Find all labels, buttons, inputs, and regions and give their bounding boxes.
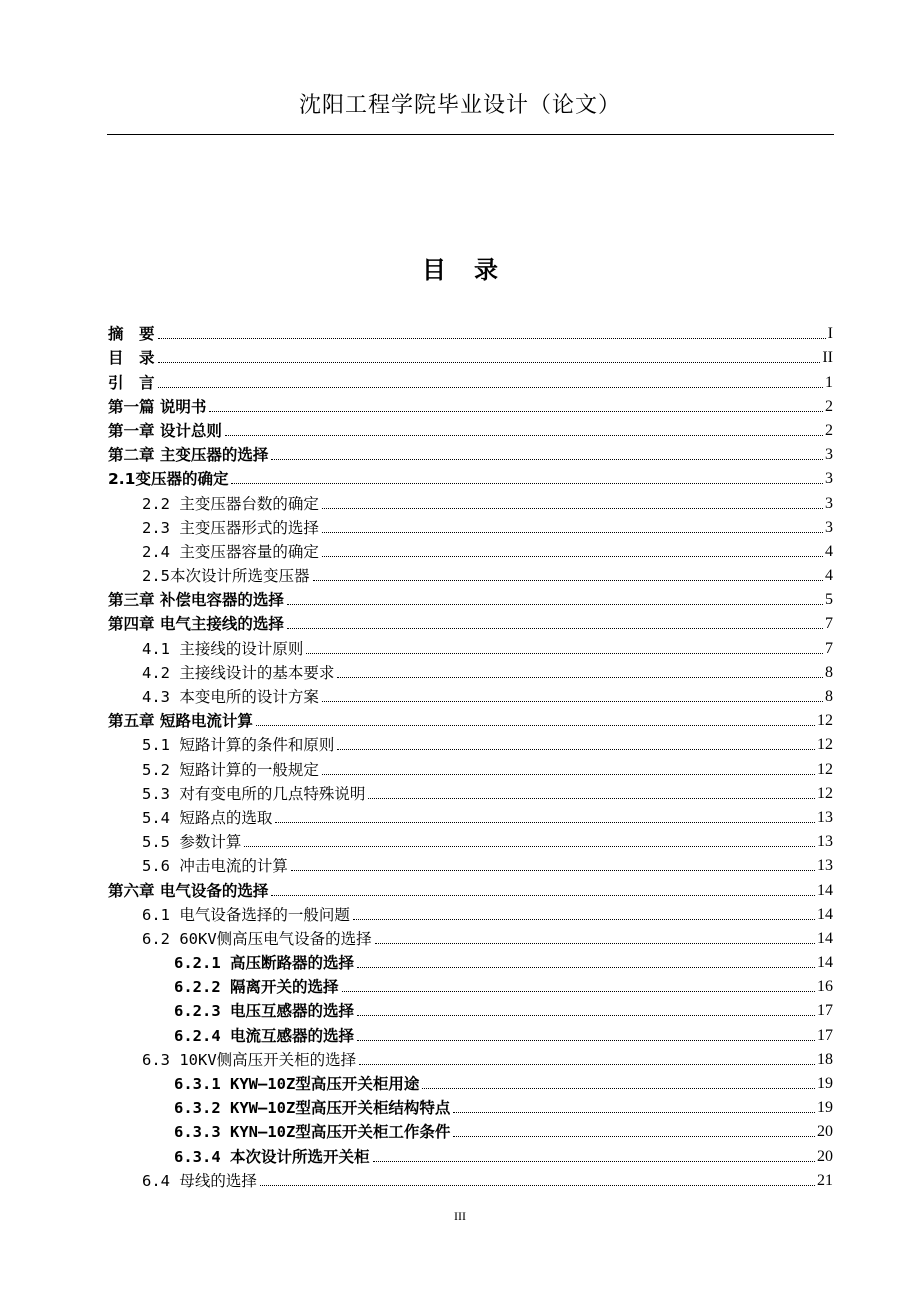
toc-entry[interactable] <box>108 804 833 828</box>
table-of-contents <box>108 320 833 1191</box>
toc-entry-page: 12 <box>817 736 833 754</box>
toc-entry[interactable] <box>108 731 833 755</box>
toc-entry-page: 7 <box>825 639 833 657</box>
toc-entry[interactable] <box>108 586 833 610</box>
toc-leader-dots <box>260 1185 815 1186</box>
toc-entry[interactable] <box>108 634 833 658</box>
toc-entry-label: 2.1变压器的确定 <box>108 470 229 489</box>
toc-entry-label: 引 言 <box>108 373 155 392</box>
toc-leader-dots <box>342 991 816 992</box>
toc-entry-page: 13 <box>817 857 833 875</box>
toc-entry-page: 8 <box>825 663 833 681</box>
toc-entry-page: 7 <box>825 615 833 633</box>
toc-leader-dots <box>337 749 815 750</box>
toc-entry-label: 6.3.4 本次设计所选开关柜 <box>174 1147 370 1166</box>
toc-entry[interactable] <box>108 489 833 513</box>
toc-entry-page: 2 <box>825 397 833 415</box>
toc-entry[interactable] <box>108 683 833 707</box>
toc-entry-label: 5.4 短路点的选取 <box>142 808 273 827</box>
toc-entry[interactable] <box>108 901 833 925</box>
toc-leader-dots <box>357 1040 815 1041</box>
toc-entry[interactable] <box>108 1142 833 1166</box>
toc-entry-label: 5.1 短路计算的条件和原则 <box>142 736 335 755</box>
toc-entry-page: 4 <box>825 542 833 560</box>
toc-entry-label: 6.3.3 KYN—10Z型高压开关柜工作条件 <box>174 1123 451 1142</box>
toc-entry[interactable] <box>108 780 833 804</box>
toc-entry-page: 12 <box>817 760 833 778</box>
toc-entry-page: 3 <box>825 446 833 464</box>
toc-leader-dots <box>357 1015 815 1016</box>
toc-entry-page: 19 <box>817 1075 833 1092</box>
toc-entry-label: 2.2 主变压器台数的确定 <box>142 494 319 513</box>
toc-entry[interactable] <box>108 320 833 344</box>
toc-entry-page: 5 <box>825 591 833 609</box>
toc-entry-label: 5.5 参数计算 <box>142 833 242 852</box>
toc-leader-dots <box>453 1112 815 1113</box>
header-divider <box>107 134 834 135</box>
toc-leader-dots <box>256 725 815 726</box>
toc-entry[interactable] <box>108 393 833 417</box>
toc-leader-dots <box>322 556 823 557</box>
toc-entry-page: 14 <box>817 954 833 972</box>
toc-leader-dots <box>271 895 815 896</box>
toc-leader-dots <box>322 774 815 775</box>
toc-entry[interactable] <box>108 441 833 465</box>
toc-entry-label: 第一篇 说明书 <box>108 397 207 416</box>
toc-entry-page: 19 <box>817 1099 833 1117</box>
toc-entry[interactable] <box>108 1021 833 1045</box>
toc-leader-dots <box>353 919 815 920</box>
toc-leader-dots <box>231 483 823 484</box>
toc-leader-dots <box>357 967 815 968</box>
toc-entry-page: 13 <box>817 808 833 826</box>
toc-entry-label: 4.3 本变电所的设计方案 <box>142 688 319 706</box>
toc-leader-dots <box>359 1064 815 1065</box>
toc-entry-page: 12 <box>817 712 833 730</box>
toc-leader-dots <box>373 1161 816 1162</box>
toc-entry-page: 16 <box>817 978 833 996</box>
toc-leader-dots <box>158 362 821 363</box>
toc-leader-dots <box>287 604 823 605</box>
toc-leader-dots <box>287 628 823 629</box>
toc-leader-dots <box>275 822 815 823</box>
toc-entry-page: I <box>827 325 833 343</box>
toc-entry-label: 第一章 设计总则 <box>108 421 222 440</box>
toc-entry-label: 第二章 主变压器的选择 <box>108 446 269 465</box>
toc-leader-dots <box>291 870 815 871</box>
toc-entry-page: 20 <box>817 1123 833 1141</box>
toc-entry[interactable] <box>108 465 833 489</box>
toc-entry-label: 6.4 母线的选择 <box>142 1171 257 1190</box>
toc-entry-page: 12 <box>817 784 833 802</box>
toc-entry[interactable] <box>108 344 833 368</box>
toc-leader-dots <box>158 387 823 388</box>
toc-entry[interactable] <box>108 1118 833 1142</box>
toc-leader-dots <box>271 459 823 460</box>
toc-entry-label: 第三章 补偿电容器的选择 <box>108 591 284 610</box>
toc-entry[interactable] <box>108 1070 833 1094</box>
toc-entry-page: 3 <box>825 518 833 536</box>
toc-entry[interactable] <box>108 949 833 973</box>
toc-entry-page: II <box>822 349 833 367</box>
toc-leader-dots <box>209 411 823 412</box>
toc-entry-label: 5.6 冲击电流的计算 <box>142 857 288 876</box>
toc-entry[interactable] <box>108 659 833 683</box>
toc-entry-label: 摘 要 <box>108 325 155 344</box>
toc-leader-dots <box>337 677 823 678</box>
toc-entry[interactable] <box>108 1046 833 1070</box>
toc-entry-label: 6.2.4 电流互感器的选择 <box>174 1026 354 1045</box>
toc-entry[interactable] <box>108 828 833 852</box>
toc-entry[interactable] <box>108 973 833 997</box>
toc-entry[interactable] <box>108 1167 833 1191</box>
toc-entry-label: 5.3 对有变电所的几点特殊说明 <box>142 784 366 803</box>
toc-entry[interactable] <box>108 707 833 731</box>
toc-entry-page: 14 <box>817 905 833 923</box>
toc-leader-dots <box>322 701 823 702</box>
toc-entry-page: 3 <box>825 470 833 488</box>
toc-entry[interactable] <box>108 925 833 949</box>
toc-entry-label: 6.3 10KV侧高压开关柜的选择 <box>142 1050 357 1069</box>
toc-entry-label: 第五章 短路电流计算 <box>108 712 253 731</box>
toc-entry-page: 20 <box>817 1147 833 1165</box>
toc-entry[interactable] <box>108 417 833 441</box>
toc-entry-label: 6.3.1 KYW—10Z型高压开关柜用途 <box>174 1075 420 1093</box>
toc-entry-label: 6.2 60KV侧高压电气设备的选择 <box>142 929 372 948</box>
page-header-title: 沈阳工程学院毕业设计（论文） <box>298 93 621 118</box>
toc-entry-page: 8 <box>825 688 833 705</box>
toc-entry[interactable] <box>108 368 833 392</box>
toc-entry-label: 目 录 <box>108 349 155 368</box>
toc-entry-label: 6.2.1 高压断路器的选择 <box>174 954 354 973</box>
toc-leader-dots <box>422 1088 815 1089</box>
toc-leader-dots <box>322 508 823 509</box>
toc-entry-page: 14 <box>817 929 833 947</box>
toc-entry-page: 2 <box>825 421 833 439</box>
toc-entry-label: 6.2.3 电压互感器的选择 <box>174 1002 354 1021</box>
toc-entry-page: 18 <box>817 1050 833 1068</box>
toc-entry[interactable] <box>108 852 833 876</box>
toc-leader-dots <box>453 1136 815 1137</box>
toc-leader-dots <box>313 580 824 581</box>
toc-entry-label: 2.3 主变压器形式的选择 <box>142 518 319 537</box>
toc-entry-page: 17 <box>817 1002 833 1020</box>
toc-entry-label: 5.2 短路计算的一般规定 <box>142 760 319 779</box>
toc-leader-dots <box>225 435 823 436</box>
toc-entry-page: 13 <box>817 833 833 851</box>
toc-entry-page: 17 <box>817 1026 833 1044</box>
toc-leader-dots <box>158 338 826 339</box>
toc-entry-page: 14 <box>817 881 833 899</box>
toc-entry-label: 4.1 主接线的设计原则 <box>142 639 304 658</box>
toc-entry-page: 3 <box>825 494 833 512</box>
toc-entry-label: 6.1 电气设备选择的一般问题 <box>142 905 350 924</box>
toc-entry[interactable] <box>108 876 833 900</box>
toc-entry-page: 1 <box>825 373 833 391</box>
footer-page-number: III <box>454 1209 466 1223</box>
toc-entry[interactable] <box>108 610 833 634</box>
toc-entry[interactable] <box>108 997 833 1021</box>
toc-entry-label: 2.4 主变压器容量的确定 <box>142 542 319 561</box>
toc-leader-dots <box>368 798 815 799</box>
toc-leader-dots <box>375 943 815 944</box>
toc-entry[interactable] <box>108 514 833 538</box>
toc-entry-page: 4 <box>825 567 833 585</box>
toc-heading: 目录 <box>422 256 526 284</box>
toc-entry-label: 第六章 电气设备的选择 <box>108 881 269 900</box>
toc-entry-page: 21 <box>817 1171 833 1189</box>
toc-entry[interactable] <box>108 538 833 562</box>
toc-entry-label: 2.5本次设计所选变压器 <box>142 567 310 586</box>
toc-entry-label: 6.2.2 隔离开关的选择 <box>174 978 339 997</box>
toc-entry[interactable] <box>108 755 833 779</box>
toc-entry[interactable] <box>108 562 833 586</box>
toc-leader-dots <box>244 846 815 847</box>
toc-entry-label: 6.3.2 KYW—10Z型高压开关柜结构特点 <box>174 1099 451 1118</box>
toc-leader-dots <box>306 653 823 654</box>
toc-entry-label: 第四章 电气主接线的选择 <box>108 615 284 634</box>
toc-entry[interactable] <box>108 1094 833 1118</box>
toc-leader-dots <box>322 532 823 533</box>
toc-entry-label: 4.2 主接线设计的基本要求 <box>142 663 335 682</box>
